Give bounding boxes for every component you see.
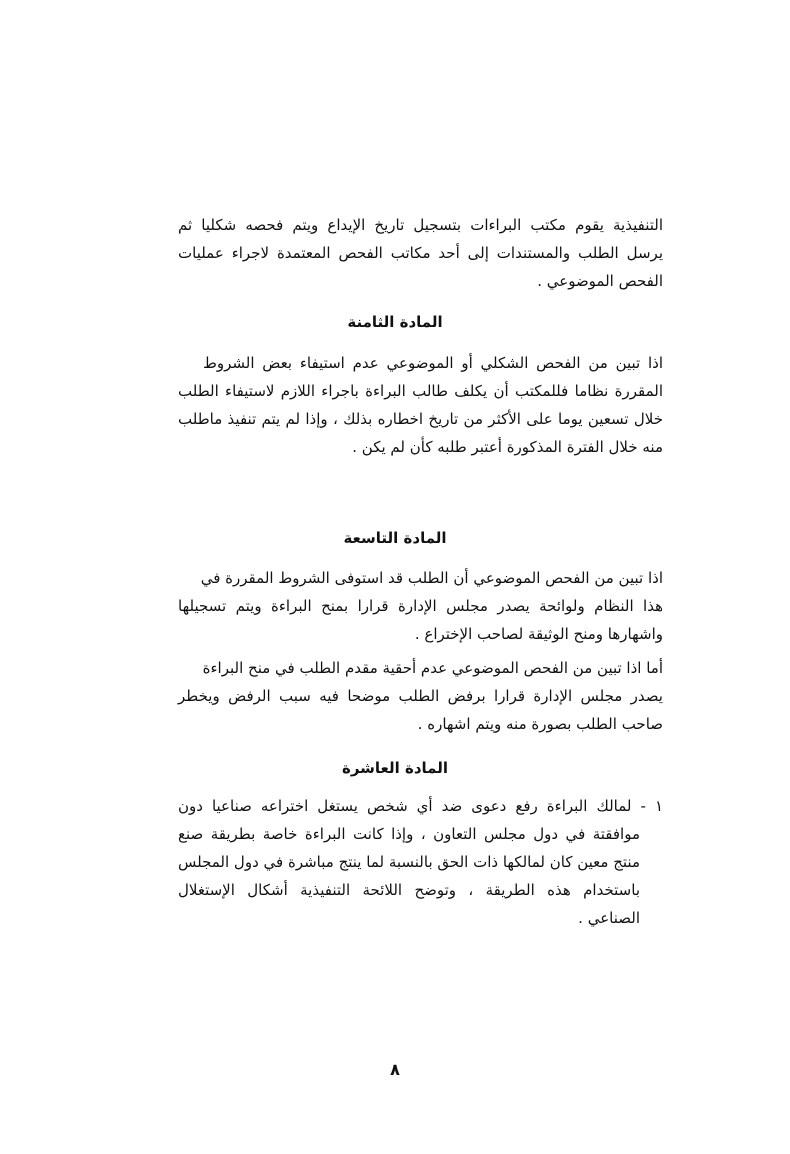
article-10-heading: المادة العاشرة: [341, 759, 449, 777]
text-line: أما اذا تبين من الفحص الموضوعي عدم أحقية مقدم الطلب في منح البراءة: [202, 659, 663, 677]
text-line: اذا تبين من الفحص الشكلي أو الموضوعي عدم استيفاء بعض الشروط: [203, 354, 663, 372]
text-line: منتج معين كان لمالكها ذات الحق بالنسبة لما ينتج مباشرة في دول المجلس: [177, 853, 640, 871]
text-line: المقررة نظاما فللمكتب أن يكلف طالب البراءة باجراء اللازم لاستيفاء الطلب: [178, 382, 663, 400]
article-9-heading: المادة التاسعة: [343, 529, 447, 547]
text-line: خلال تسعين يوما على الأكثر من تاريخ اخطاره بذلك ، وإذا لم يتم تنفيذ ماطلب: [178, 410, 663, 428]
page-number: ٨: [390, 1060, 400, 1079]
text-line: باستخدام هذه الطريقة ، وتوضح اللائحة التنفيذية أشكال الإستغلال: [178, 881, 640, 899]
text-line: اذا تبين من الفحص الموضوعي أن الطلب قد استوفى الشروط المقررة في: [200, 569, 663, 587]
text-line: موافقتة في دول مجلس التعاون ، وإذا كانت البراءة خاصة بطريقة صنع: [178, 825, 640, 843]
text-line: واشهارها ومنح الوثيقة لصاحب الإختراع .: [414, 625, 663, 643]
text-line: صاحب الطلب بصورة منه ويتم اشهاره .: [417, 715, 663, 733]
text-line: التنفيذية يقوم مكتب البراءات بتسجيل تاريخ الإيداع ويتم فحصه شكليا ثم: [178, 216, 663, 234]
text-line: الصناعي .: [578, 909, 640, 927]
text-line: يصدر مجلس الإدارة قرارا برفض الطلب موضحا فيه سبب الرفض ويخطر: [178, 687, 663, 705]
text-line: الفحص الموضوعي .: [537, 272, 663, 290]
text-line: يرسل الطلب والمستندات إلى أحد مكاتب الفحص المعتمدة لاجراء عمليات: [178, 244, 663, 262]
text-line: ١ - لمالك البراءة رفع دعوى ضد أي شخص يستغل اختراعه صناعيا دون: [178, 797, 663, 815]
text-line: منه خلال الفترة المذكورة أعتبر طلبه كأن لم يكن .: [352, 438, 663, 456]
text-line: هذا النظام ولوائحة يصدر مجلس الإدارة قرارا بمنح البراءة ويتم تسجيلها: [178, 597, 663, 615]
article-8-heading: المادة الثامنة: [347, 313, 443, 331]
